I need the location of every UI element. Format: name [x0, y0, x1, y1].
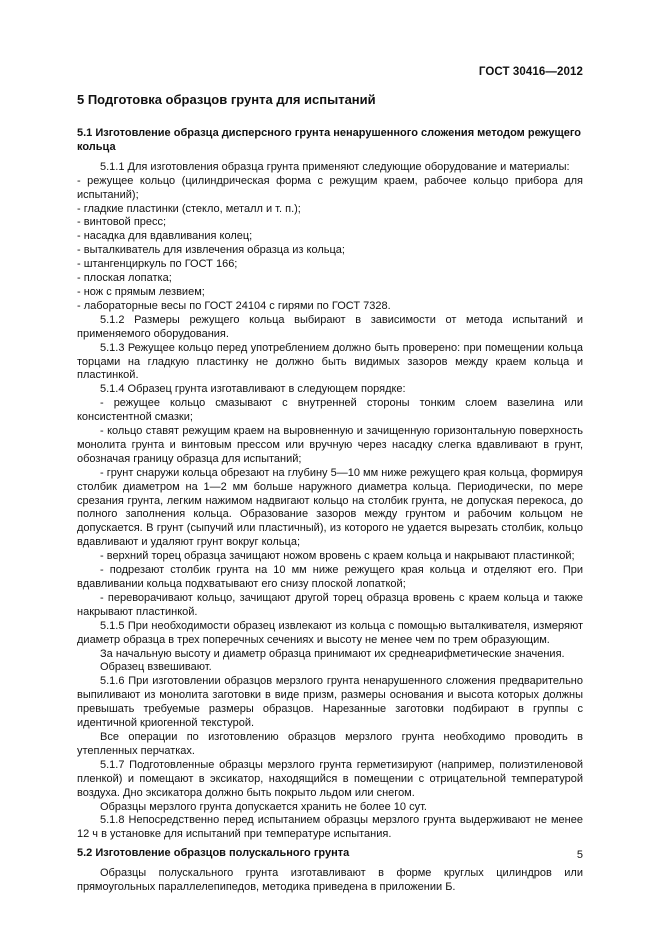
paragraph: - нож с прямым лезвием;	[77, 285, 205, 298]
paragraph: 5.1.3 Режущее кольцо перед употреблением должно быть проверено: при помещении кольца торцами на гладкую пластинку не должно быть видимых зазоров между краем кольца и пластинкой.	[77, 341, 583, 382]
paragraph: 5.1.7 Подготовленные образцы мерзлого грунта герметизируют (например, полиэтиленовой пленкой) и помещают в эксикатор, находящийся в помещении с отрицательной температурой воздуха. Дно эксикатора должно быть покрыто льдом или снегом.	[77, 758, 583, 799]
paragraph: - насадка для вдавливания колец;	[77, 230, 253, 243]
paragraph: - режущее кольцо (цилиндрическая форма с режущим краем, рабочее кольцо прибора для испытаний);	[77, 174, 583, 201]
paragraph: - плоская лопатка;	[77, 272, 172, 285]
subsection-title-5-2: 5.2 Изготовление образцов полускального грунта	[77, 847, 350, 860]
page-content	[77, 92, 583, 895]
paragraph: - подрезают столбик грунта на 10 мм ниже режущего края кольца и отделяют его. При вдавливании кольца подхватывают его снизу плоской лопаткой;	[77, 564, 583, 590]
paragraph: - переворачивают кольцо, зачищают другой торец образца вровень с краем кольца и также накрывают пластинкой.	[77, 591, 583, 618]
paragraph: - выталкиватель для извлечения образца из кольца;	[77, 244, 345, 257]
paragraph: - верхний торец образца зачищают ножом вровень с краем кольца и накрывают пластинкой;	[100, 550, 575, 563]
paragraph: Все операции по изготовлению образцов мерзлого грунта необходимо проводить в утепленных перчатках.	[77, 730, 583, 757]
paragraph: - винтовой пресс;	[77, 216, 167, 229]
paragraph: - штангенциркуль по ГОСТ 166;	[77, 258, 238, 271]
subsection-title-5-1: 5.1 Изготовление образца дисперсного грунта ненарушенного сложения методом режущего кольца	[77, 127, 582, 153]
paragraph: Образец взвешивают.	[100, 661, 212, 674]
paragraph: - грунт снаружи кольца обрезают на глубину 5—10 мм ниже режущего края кольца, формируя столбик диаметром на 1—2 мм больше наружного диаметра кольца. Периодически, по мере срезания грунта, легким нажимом надвигают кольцо на столбик грунта, не допуская перекоса, до полного заполнения кольца. Образование зазоров между грунтом и рабочим кольцом не допускается. В грунт (сыпучий или пластичный), из которого не удается вырезать столбик, кольцо вдавливают и удаляют грунт вокруг кольца;	[77, 466, 583, 549]
paragraph: 5.1.8 Непосредственно перед испытанием образцы мерзлого грунта выдерживают не менее 12 ч в установке для испытаний при температуре испытания.	[77, 814, 583, 841]
paragraph: 5.1.2 Размеры режущего кольца выбирают в зависимости от метода испытаний и применяемого оборудования.	[77, 313, 583, 340]
paragraph: - кольцо ставят режущим краем на выровненную и зачищенную горизонтальную поверхность монолита грунта и винтовым прессом или вручную через насадку слегка вдавливают в грунт, обозначая границу образца для испытаний;	[77, 425, 583, 465]
paragraph: - гладкие пластинки (стекло, металл и т. п.);	[77, 202, 301, 215]
subsection-5-2-body	[77, 867, 583, 895]
paragraph: Образцы полускального грунта изготавливают в форме круглых цилиндров или прямоугольных параллелепипедов, методика приведена в приложении Б.	[77, 867, 583, 894]
subsection-5-1-body	[77, 161, 583, 842]
paragraph: - режущее кольцо смазывают с внутренней стороны тонким слоем вазелина или консистентной смазки;	[77, 397, 583, 424]
document-code: ГОСТ 30416—2012	[478, 66, 583, 78]
paragraph: 5.1.6 При изготовлении образцов мерзлого грунта ненарушенного сложения предварительно выпиливают из монолита заготовки в виде призм, размеры основания и высота которых должны превышать требуемые размеры образцов. Нарезанные заготовки подбирают в группы с идентичной криогенной текстурой.	[77, 675, 583, 730]
section-title: 5 Подготовка образцов грунта для испытаний	[77, 92, 376, 107]
paragraph: 5.1.5 При необходимости образец извлекают из кольца с помощью выталкивателя, измеряют диаметр образца в трех поперечных сечениях и высоту не менее чем по трем образующим.	[77, 619, 583, 646]
paragraph: За начальную высоту и диаметр образца принимают их среднеарифметические значения.	[100, 647, 565, 660]
paragraph: - лабораторные весы по ГОСТ 24104 с гирями по ГОСТ 7328.	[77, 299, 391, 312]
paragraph: Образцы мерзлого грунта допускается хранить не более 10 сут.	[100, 800, 427, 813]
paragraph: 5.1.1 Для изготовления образца грунта применяют следующие оборудование и материалы:	[100, 160, 570, 173]
paragraph: 5.1.4 Образец грунта изготавливают в следующем порядке:	[100, 383, 406, 396]
page-number: 5	[576, 849, 583, 861]
